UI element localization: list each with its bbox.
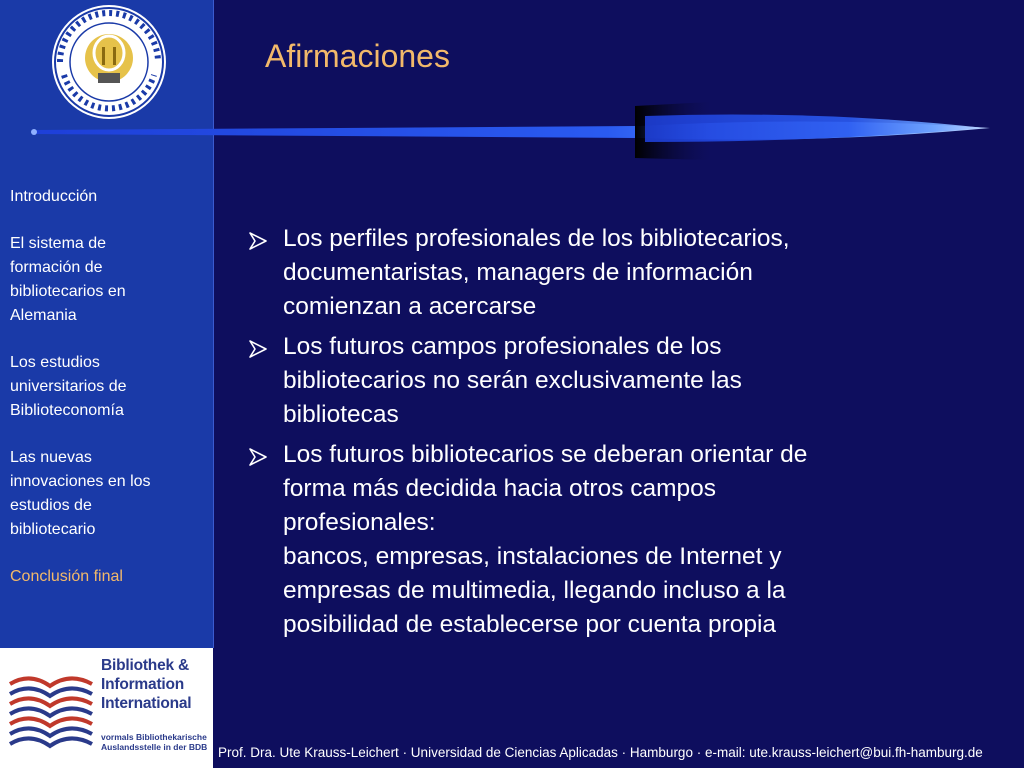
text-line: innovaciones en los xyxy=(10,473,151,490)
text-line: Los futuros campos profesionales de los xyxy=(283,333,722,360)
text-line: Alemania xyxy=(10,307,77,324)
text-line: bibliotecas xyxy=(283,401,399,428)
text-line: Los perfiles profesionales de los bibliotecarios, xyxy=(283,225,790,252)
text-line: profesionales: xyxy=(283,509,436,536)
bullet-text xyxy=(283,222,948,324)
text-line: comienzan a acercarse xyxy=(283,293,537,320)
text-line: forma más decidida hacia otros campos xyxy=(283,475,717,502)
text-line: Biblioteconomía xyxy=(10,402,124,419)
bullet-text xyxy=(283,438,948,642)
bullet-item xyxy=(248,330,948,432)
arrow-bullet-icon xyxy=(248,448,268,466)
sidebar-item-nuevas-innovaciones[interactable] xyxy=(10,446,205,542)
sidebar-nav xyxy=(10,185,205,612)
text-line: Bibliothek & xyxy=(101,657,190,674)
logo-subtitle xyxy=(101,732,207,752)
text-line: documentaristas, managers de información xyxy=(283,259,753,286)
text-line: Introducción xyxy=(10,188,98,205)
text-line: bancos, empresas, instalaciones de Internet y xyxy=(283,543,782,570)
text-line: Los futuros bibliotecarios se deberan orientar de xyxy=(283,441,808,468)
arrow-bullet-icon xyxy=(248,340,268,358)
arrow-bullet-icon xyxy=(248,232,268,250)
sidebar-item-introduccion[interactable] xyxy=(10,185,205,209)
text-line: Information xyxy=(101,676,185,693)
text-line: bibliotecarios no serán exclusivamente las xyxy=(283,367,742,394)
text-line: bibliotecario xyxy=(10,521,96,538)
text-line: empresas de multimedia, llegando incluso a la xyxy=(283,577,786,604)
text-line: bibliotecarios en xyxy=(10,283,126,300)
bullet-list xyxy=(248,222,948,648)
institution-logo xyxy=(0,648,213,768)
bullet-text xyxy=(283,330,948,432)
sidebar-item-estudios-universitarios[interactable] xyxy=(10,351,205,423)
text-line: El sistema de xyxy=(10,235,107,252)
open-book-logo-icon xyxy=(2,654,100,764)
page-title: Afirmaciones xyxy=(265,38,450,74)
bullet-item xyxy=(248,438,948,642)
bullet-item xyxy=(248,222,948,324)
text-line: formación de xyxy=(10,259,103,276)
text-line: Los estudios xyxy=(10,354,100,371)
text-line: Auslandsstelle in der BDB xyxy=(101,742,208,752)
sidebar-item-sistema-formacion[interactable] xyxy=(10,232,205,328)
sidebar-item-conclusion-final[interactable] xyxy=(10,565,205,589)
title-divider-swoosh xyxy=(30,98,995,168)
text-line: International xyxy=(101,695,192,712)
text-line: posibilidad de establecerse por cuenta propia xyxy=(283,611,777,638)
text-line: vormals Bibliothekarische xyxy=(101,732,207,742)
text-line: estudios de xyxy=(10,497,92,514)
text-line: Las nuevas xyxy=(10,449,92,466)
text-line: universitarios de xyxy=(10,378,127,395)
footer-credits: Prof. Dra. Ute Krauss-Leichert · Universidad de Ciencias Aplicadas · Hamburgo · e-mail: ute.krauss-leichert@bui.fh-hamburg.de xyxy=(218,745,983,760)
text-line: Conclusión final xyxy=(10,568,123,585)
logo-wordmark xyxy=(101,656,191,713)
